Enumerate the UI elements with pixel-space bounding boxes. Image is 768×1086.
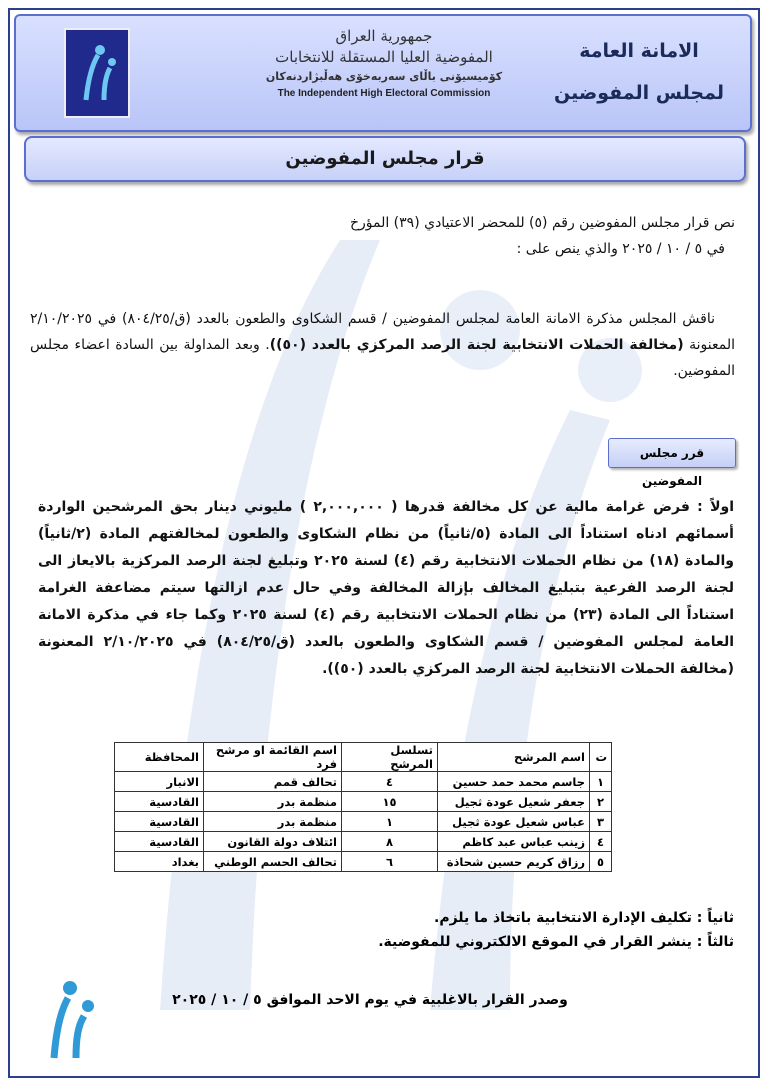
table-row — [115, 792, 612, 812]
commission-name-kurdish: كۆمیسیۆنی باڵای سەربەخۆی هەڵبژاردنەکان — [265, 70, 503, 83]
governorate: القادسية — [115, 832, 204, 852]
list-name: ائتلاف دولة القانون — [204, 832, 342, 852]
governorate: القادسية — [115, 812, 204, 832]
remaining-clauses — [38, 906, 734, 954]
candidate-name: رزاق كريم حسين شحاذة — [438, 852, 590, 872]
table-header-row — [115, 743, 612, 772]
intro-line-2: في ٥ / ١٠ / ٢٠٢٥ والذي ينص على : — [516, 241, 725, 257]
secretariat-title-line2: لمجلس المفوضين — [554, 82, 724, 104]
ihec-logo — [64, 28, 130, 118]
row-index: ٣ — [590, 812, 612, 832]
candidate-sequence: ٤ — [342, 772, 438, 792]
table-row — [115, 832, 612, 852]
candidate-sequence: ٦ — [342, 852, 438, 872]
candidate-name: عباس شعيل عودة ثجيل — [438, 812, 590, 832]
candidate-sequence: ١ — [342, 812, 438, 832]
row-index: ١ — [590, 772, 612, 792]
list-name: منظمة بدر — [204, 812, 342, 832]
commission-name-block — [264, 26, 504, 102]
list-name: منظمة بدر — [204, 792, 342, 812]
intro-line-1: نص قرار مجلس المفوضين رقم (٥) للمحضر الاعتيادي (٣٩) المؤرخ — [349, 215, 735, 231]
row-index: ٥ — [590, 852, 612, 872]
table-row — [115, 852, 612, 872]
header-candidate-name: اسم المرشح — [438, 743, 590, 772]
list-name: تحالف الحسم الوطني — [204, 852, 342, 872]
third-clause: ثالثاً : ينشر القرار في الموقع الالكتروني للمفوضية. — [378, 934, 734, 950]
list-name: تحالف قمم — [204, 772, 342, 792]
intro-block — [30, 210, 735, 384]
secretariat-title-line1: الامانة العامة — [579, 40, 699, 62]
discussion-bold-title: (مخالفة الحملات الانتخابية لجنة الرصد المركزي بالعدد (٥٠)) — [269, 337, 684, 353]
first-clause: اولاً : فرض غرامة مالية عن كل مخالفة قدرها ( ٢,٠٠٠,٠٠٠ ) مليوني دينار بحق المرشحين الواردة أسمائهم ادناه استناداً الى المادة (٥/ثانياً) من نظام الشكاوى والطعون لمخالفتهم المادة (٢/ثانياً) والمادة (١٨) من نظام الحملات الانتخابية رقم (٤) لسنة ٢٠٢٥ وتبليغ لجنة الرصد المركزية بالايعاز الى لجنة الرصد الفرعية بتبليغ المخالف بإزالة المخالفة وفي حال عدم ازالتها سيتم مضاعفة الغرامة استناداً الى المادة (٢٣) من نظام الحملات الانتخابية رقم (٤) لسنة ٢٠٢٥ وكما جاء في مذكرة الامانة العامة لمجلس المفوضين / قسم الشكاوى والطعون بالعدد (ق/٨٠٤/٢٥) في ٢/١٠/٢٠٢٥ المعنونة (مخالفة الحملات الانتخابية لجنة الرصد المركزي بالعدد (٥٠)). — [38, 499, 735, 677]
row-index: ٤ — [590, 832, 612, 852]
discussion-text-2: . وبعد المداولة بين السادة اعضاء مجلس المفوضين. — [30, 337, 735, 379]
governorate: الانبار — [115, 772, 204, 792]
discussion-text-1: ناقش المجلس مذكرة الامانة العامة لمجلس المفوضين / قسم الشكاوى والطعون بالعدد (ق/٨٠٤/٢٥) في ٢/١٠/٢٠٢٥ المعنونة — [30, 311, 735, 353]
document-title: قرار مجلس المفوضين — [24, 136, 746, 182]
country-name: جمهورية العراق — [335, 27, 433, 45]
candidate-sequence: ٨ — [342, 832, 438, 852]
document-header — [14, 14, 752, 132]
header-governorate: المحافظة — [115, 743, 204, 772]
candidate-name: جاسم محمد حمد حسين — [438, 772, 590, 792]
table-row — [115, 772, 612, 792]
header-index: ت — [590, 743, 612, 772]
candidate-name: زينب عباس عبد كاظم — [438, 832, 590, 852]
candidate-name: جعفر شعيل عودة ثجيل — [438, 792, 590, 812]
header-list-name: اسم القائمة او مرشح فرد — [204, 743, 342, 772]
secretariat-title — [544, 30, 734, 114]
discussion-paragraph — [30, 306, 735, 384]
candidates-table — [114, 742, 612, 872]
table-row — [115, 812, 612, 832]
candidate-sequence: ١٥ — [342, 792, 438, 812]
governorate: القادسية — [115, 792, 204, 812]
decision-label: قرر مجلس المفوضين — [608, 438, 736, 468]
header-candidate-sequence: تسلسل المرشح — [342, 743, 438, 772]
second-clause: ثانياً : تكليف الإدارة الانتخابية باتخاذ ما يلزم. — [434, 910, 734, 926]
issuance-statement: وصدر القرار بالاغلبية في يوم الاحد الموافق ٥ / ١٠ / ٢٠٢٥ — [172, 992, 568, 1008]
footer-logo-icon — [40, 972, 100, 1062]
commission-name-english: The Independent High Electoral Commission — [277, 88, 491, 99]
governorate: بغداد — [115, 852, 204, 872]
commission-name-arabic: المفوضية العليا المستقلة للانتخابات — [275, 48, 493, 66]
row-index: ٢ — [590, 792, 612, 812]
